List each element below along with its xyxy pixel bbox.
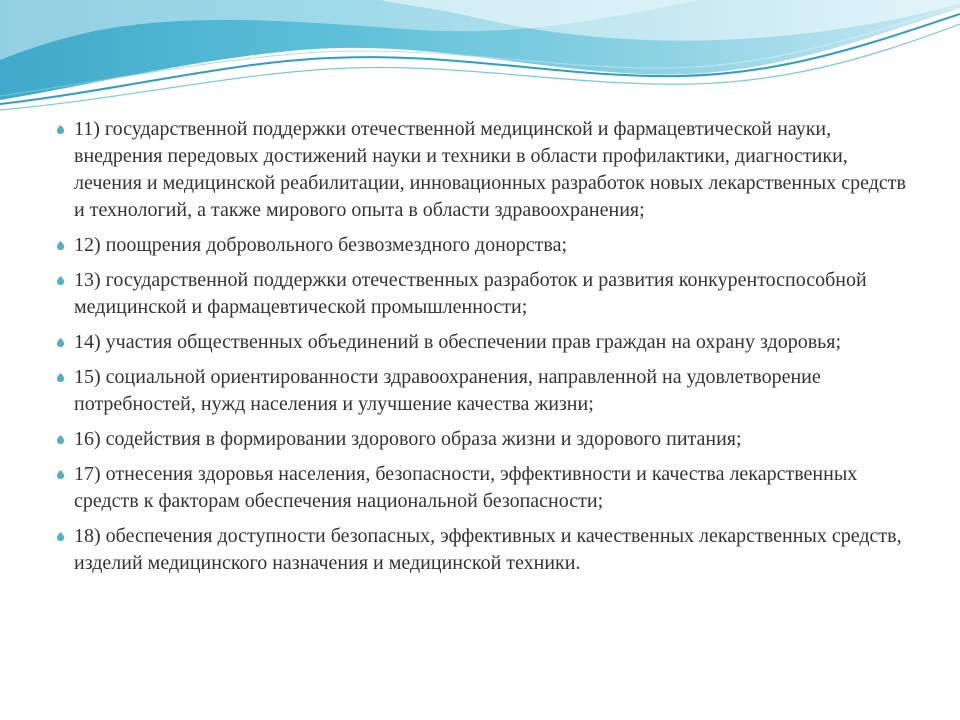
teardrop-bullet-icon: [56, 276, 65, 285]
list-item-text: 11) государственной поддержки отечественной медицинской и фармацевтической науки, внедрения передовых достижений науки и техники в области профилактики, диагностики, лечения и медицинской реабилитации, инновационных разработок новых лекарственных средств и технологий, а также мирового опыта в области здравоохранения;: [74, 118, 906, 221]
list-item: [50, 364, 910, 418]
teardrop-bullet-icon: [56, 470, 65, 479]
list-item-text: 17) отнесения здоровья населения, безопасности, эффективности и качества лекарственных средств к факторам обеспечения национальной безопасности;: [74, 463, 858, 512]
list-item: [50, 116, 910, 224]
list-item: [50, 461, 910, 515]
list-item: [50, 267, 910, 321]
list-item: [50, 426, 910, 453]
teardrop-bullet-icon: [56, 241, 65, 250]
list-item-text: 18) обеспечения доступности безопасных, эффективных и качественных лекарственных средств, изделий медицинского назначения и медицинской техники.: [74, 525, 902, 574]
list-item-text: 13) государственной поддержки отечественных разработок и развития конкурентоспособной медицинской и фармацевтической промышленности;: [74, 269, 867, 318]
list-item-text: 15) социальной ориентированности здравоохранения, направленной на удовлетворение потребностей, нужд населения и улучшение качества жизни;: [74, 366, 821, 415]
list-item: [50, 329, 910, 356]
teardrop-bullet-icon: [56, 435, 65, 444]
list-item-text: 12) поощрения добровольного безвозмездного донорства;: [74, 234, 568, 256]
teardrop-bullet-icon: [56, 373, 65, 382]
list-item: [50, 523, 910, 577]
teardrop-bullet-icon: [56, 532, 65, 541]
bullet-list: [50, 116, 910, 577]
list-item: [50, 232, 910, 259]
content-area: [50, 116, 910, 585]
teardrop-bullet-icon: [56, 125, 65, 134]
list-item-text: 14) участия общественных объединений в обеспечении прав граждан на охрану здоровья;: [74, 331, 842, 353]
list-item-text: 16) содействия в формировании здорового образа жизни и здорового питания;: [74, 428, 742, 450]
teardrop-bullet-icon: [56, 338, 65, 347]
